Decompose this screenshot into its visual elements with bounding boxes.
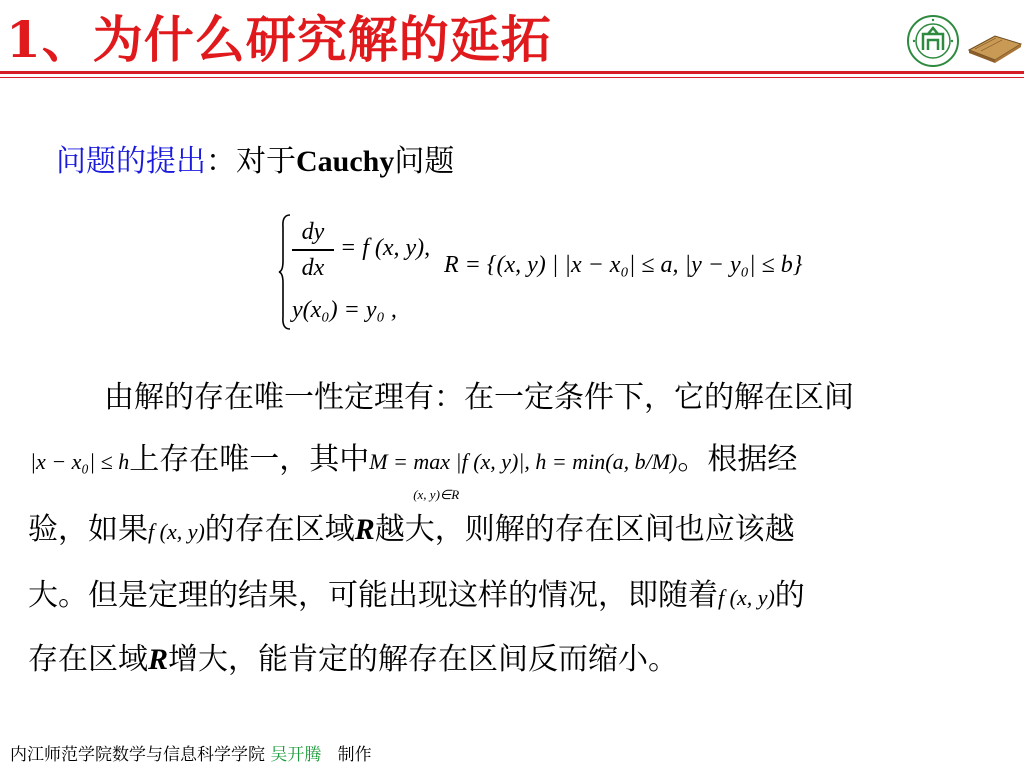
initial-condition: y(x₀) = y₀ , (292, 297, 397, 323)
question-prefix: 对于 (236, 144, 296, 179)
paragraph-line-3-text2: 的存在区域 (204, 512, 355, 547)
title-rule-thick (0, 71, 1024, 74)
question-term: Cauchy (296, 145, 395, 178)
slide-title: 1、为什么研究解的延拓 (6, 10, 552, 69)
function-math-2: f (x, y) (718, 585, 775, 610)
paragraph-line-2-text2: 。根据经 (677, 442, 798, 477)
fraction-denominator: dx (301, 254, 325, 281)
paragraph-line-4-text2: 的 (774, 578, 805, 613)
fraction-bar (292, 249, 334, 251)
left-brace (278, 213, 292, 331)
function-math: f (x, y) (148, 519, 205, 544)
bound-math (369, 449, 678, 502)
footer-school: 内江师范学院数学与信息科学学院 (10, 745, 265, 765)
derivative-fraction (292, 217, 334, 283)
paragraph-line-2 (30, 440, 970, 502)
bound-formula: M = max |f (x, y)|, h = min(a, b/M) (369, 449, 678, 474)
paragraph-line-3-text3: 越大，则解的存在区间也应该越 (374, 512, 795, 547)
paragraph-line-4-text1: 大。但是定理的结果，可能出现这样的情况，即随着 (28, 578, 718, 613)
region-definition: R = {(x, y) | |x − x₀| ≤ a, |y − y₀| ≤ b} (444, 252, 803, 278)
paragraph-line-3-text1: 验，如果 (28, 512, 148, 547)
title-rule-thin (0, 77, 1024, 78)
interval-math: |x − x₀| ≤ h (30, 449, 130, 474)
book-icon (965, 28, 1023, 64)
paragraph-line-2-text1: 上存在唯一，其中 (129, 442, 370, 477)
paragraph-line-1: 由解的存在唯一性定理有：在一定条件下，它的解在区间 (104, 380, 854, 415)
question-colon: ： (206, 144, 236, 179)
question-suffix: 问题 (394, 144, 455, 179)
region-symbol: R (354, 513, 375, 546)
paragraph-line-5 (28, 640, 968, 680)
cauchy-system (278, 213, 458, 331)
paragraph-line-5-text2: 增大，能肯定的解存在区间反而缩小。 (168, 642, 679, 677)
question-line (56, 142, 454, 182)
slide-footer (10, 740, 372, 765)
footer-author: 吴开腾 (270, 745, 322, 765)
region-symbol-2: R (148, 643, 169, 676)
paragraph-line-5-text1: 存在区域 (28, 642, 148, 677)
university-seal-icon (906, 14, 960, 68)
max-subscript: (x, y)∈R (413, 487, 460, 502)
equation-rhs: = f (x, y), (340, 235, 431, 261)
footer-made: 制作 (337, 745, 372, 765)
question-label: 问题的提出 (56, 144, 206, 179)
paragraph-line-4 (28, 576, 968, 618)
paragraph-line-3 (28, 510, 968, 552)
fraction-numerator: dy (301, 219, 325, 245)
